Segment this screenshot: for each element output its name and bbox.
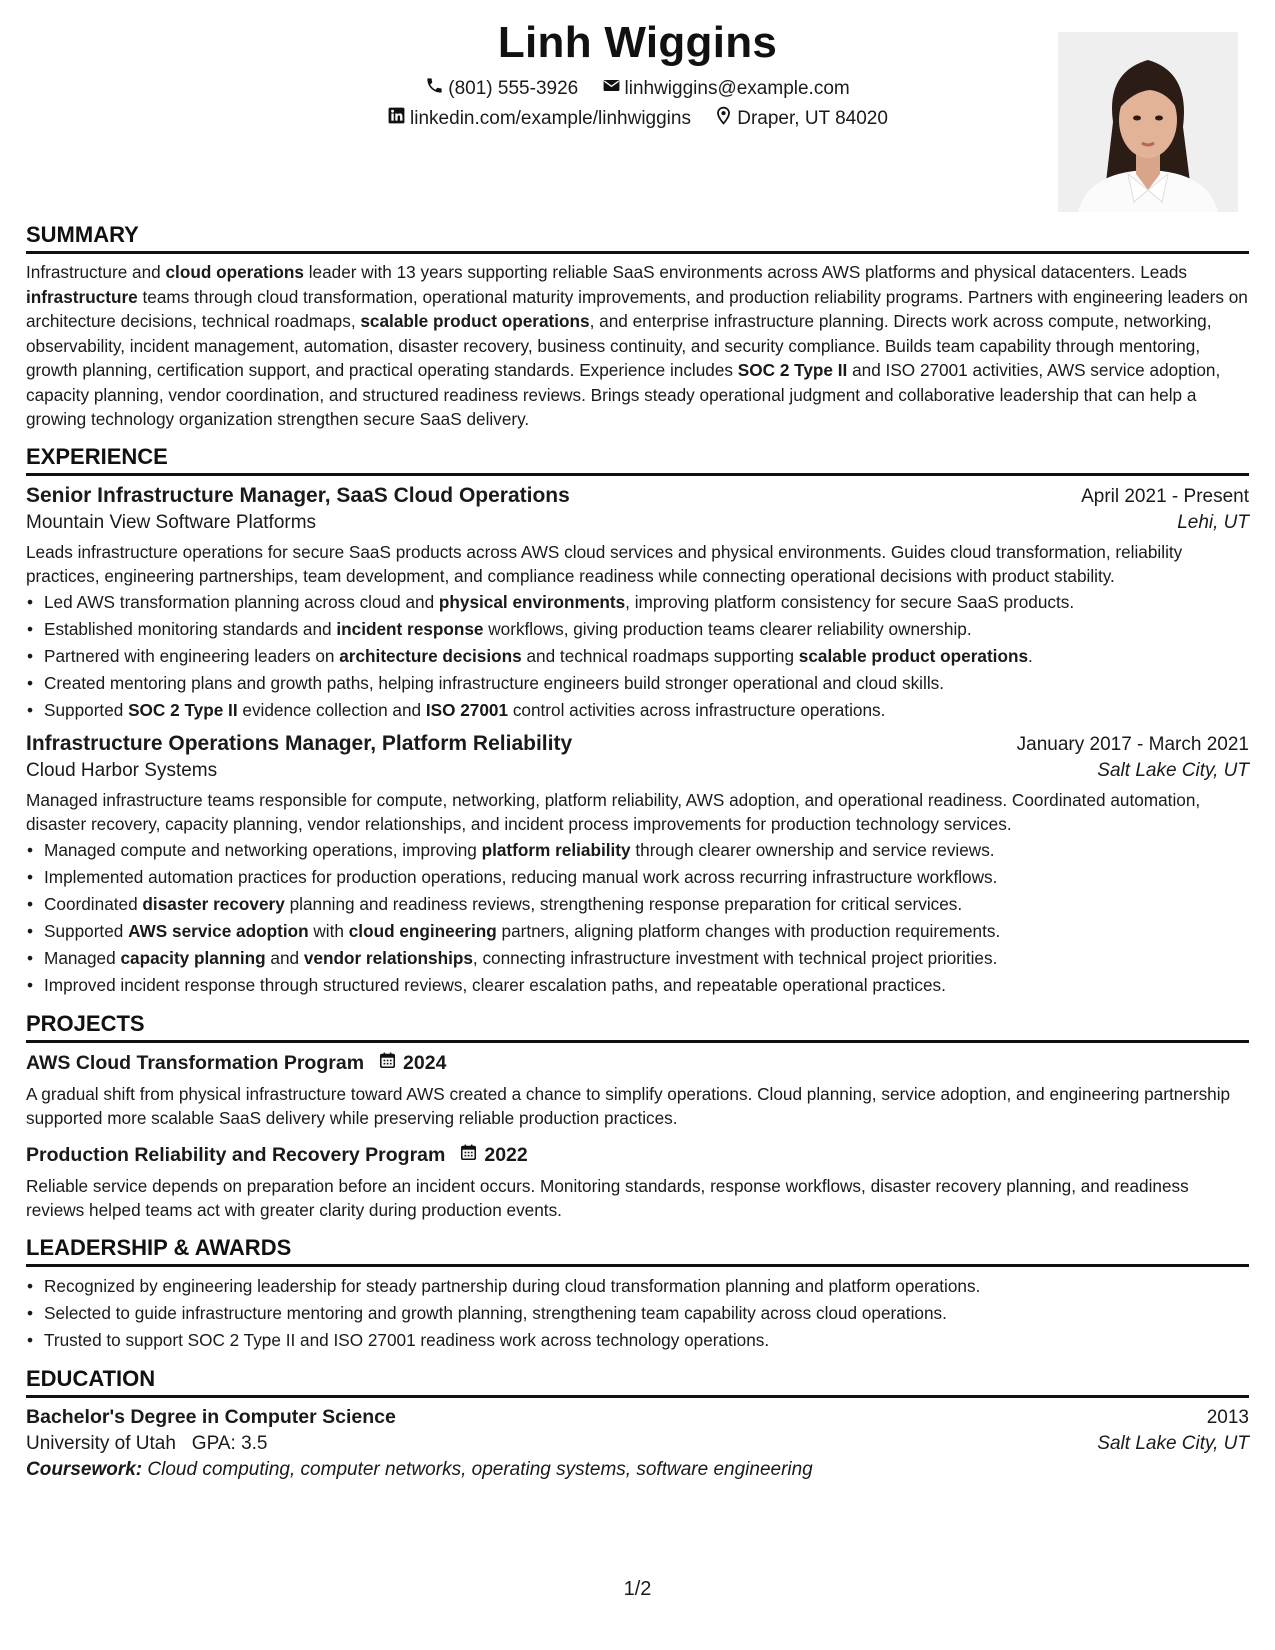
location-text: Draper, UT 84020 [737,107,888,129]
project-name: Production Reliability and Recovery Program [26,1143,446,1166]
resume-content [26,222,1249,1493]
candidate-name: Linh Wiggins [497,18,778,67]
job-company: Mountain View Software Platforms [26,511,317,533]
job-entry [26,484,1249,724]
coursework-label: Coursework: [26,1458,143,1480]
coursework-list: Cloud computing, computer networks, operating systems, software engineering [142,1458,813,1480]
project-year: 2022 [484,1143,528,1166]
summary-heading: SUMMARY [26,222,1249,254]
leadership-bullets [26,1273,1249,1354]
summary-text: Infrastructure and cloud operations leader with 13 years supporting reliable SaaS environments across AWS platforms and physical datacenters. Leads infrastructure teams through cloud transformation, operational maturity improvements, and production reliability programs. Partners with engineering leaders on architecture decisions, technical roadmaps, scalable product operations, and enterprise infrastructure planning. Directs work across compute, networking, observability, incident management, automation, disaster recovery, business continuity, and security compliance. Builds team capability through mentoring, growth planning, certification support, and practical operating standards. Experience includes SOC 2 Type II and ISO 27001 activities, AWS service adoption, capacity planning, vendor coordination, and structured readiness reviews. Brings steady operational judgment and collaborative leadership that can help a growing technology organization strengthen secure SaaS delivery. [26,262,1248,429]
education-section [26,1366,1249,1481]
degree: Bachelor's Degree in Computer Science [26,1405,396,1428]
project-year: 2024 [403,1051,447,1074]
bullet-item: • Managed compute and networking operations, improving platform reliability through clearer ownership and service reviews. [44,837,1249,864]
map-pin-icon [714,106,737,131]
page-number: 1/2 [623,1578,652,1600]
calendar-icon [378,1051,403,1076]
bullet-item: • Partnered with engineering leaders on architecture decisions and technical roadmaps supporting scalable product operations. [44,643,1249,670]
job-dates: April 2021 - Present [1081,485,1249,507]
linkedin-text[interactable]: linkedin.com/example/linhwiggins [410,107,691,129]
bullet-item: • Selected to guide infrastructure mentoring and growth planning, strengthening team capability across cloud operations. [44,1300,1249,1327]
bullet-item: • Implemented automation practices for production operations, reducing manual work across recurring infrastructure workflows. [44,864,1249,891]
bullet-item: • Supported SOC 2 Type II evidence collection and ISO 27001 control activities across infrastructure operations. [44,697,1249,724]
linkedin-contact[interactable] [387,106,691,131]
project-entry [26,1051,1249,1131]
project-entry [26,1143,1249,1223]
email-contact[interactable] [602,76,850,101]
bullet-item: • Recognized by engineering leadership for steady partnership during cloud transformation planning and platform operations. [44,1273,1249,1300]
experience-section [26,444,1249,999]
graduation-year: 2013 [1206,1406,1249,1428]
job-description: Managed infrastructure teams responsible for compute, networking, platform reliability, AWS adoption, and operational readiness. Coordinated automation, disaster recovery, capacity planning, vendor relationships, and incident process improvements for production technology services. [26,789,1201,834]
linkedin-icon [387,106,410,131]
bullet-item: • Improved incident response through structured reviews, clearer escalation paths, and repeatable operational practices. [44,972,1249,999]
leadership-heading: LEADERSHIP & AWARDS [26,1235,1249,1267]
profile-photo [1058,32,1238,212]
bullet-item: • Trusted to support SOC 2 Type II and ISO 27001 readiness work across technology operations. [44,1327,1249,1354]
envelope-icon [602,76,625,101]
school-location: Salt Lake City, UT [1097,1432,1249,1454]
phone-text: (801) 555-3926 [448,77,579,99]
experience-heading: EXPERIENCE [26,444,1249,476]
leadership-section [26,1235,1249,1354]
school-info [26,1433,267,1455]
summary-section [26,222,1249,432]
calendar-icon [459,1143,484,1168]
phone-contact [425,76,578,101]
job-entry [26,732,1249,999]
job-bullets [26,589,1249,724]
coursework [26,1459,1249,1481]
job-location: Salt Lake City, UT [1097,759,1249,781]
project-name: AWS Cloud Transformation Program [26,1051,365,1074]
location-contact [714,106,888,131]
projects-section [26,1011,1249,1223]
education-heading: EDUCATION [26,1366,1249,1398]
project-description: A gradual shift from physical infrastructure toward AWS created a chance to simplify operations. Cloud planning, service adoption, and engineering partnership supported more scalable SaaS delivery while preserving reliable production practices. [26,1083,1231,1128]
bullet-item: • Supported AWS service adoption with cloud engineering partners, aligning platform changes with production requirements. [44,918,1249,945]
job-description: Leads infrastructure operations for secure SaaS products across AWS cloud services and physical environments. Guides cloud transformation, reliability practices, engineering partnerships, team development, and compliance readiness while connecting operational decisions with product stability. [26,541,1183,586]
job-bullets [26,837,1249,999]
school-name: University of Utah [26,1432,176,1454]
bullet-item: • Led AWS transformation planning across cloud and physical environments, improving platform consistency for secure SaaS products. [44,589,1249,616]
job-company: Cloud Harbor Systems [26,759,218,781]
email-text[interactable]: linhwiggins@example.com [624,77,850,99]
job-role: Senior Infrastructure Manager, SaaS Cloud Operations [26,483,570,507]
project-description: Reliable service depends on preparation before an incident occurs. Monitoring standards, response workflows, disaster recovery planning, and readiness reviews helped teams act with greater clarity during production events. [26,1175,1189,1220]
gpa: GPA: 3.5 [191,1432,268,1454]
bullet-item: • Created mentoring plans and growth paths, helping infrastructure engineers build stronger operational and cloud skills. [44,670,1249,697]
job-dates: January 2017 - March 2021 [1016,733,1249,755]
project-date [378,1051,446,1076]
bullet-item: • Coordinated disaster recovery planning and readiness reviews, strengthening response preparation for critical services. [44,891,1249,918]
job-location: Lehi, UT [1177,511,1249,533]
job-role: Infrastructure Operations Manager, Platform Reliability [26,731,573,755]
bullet-item: • Established monitoring standards and incident response workflows, giving production teams clearer reliability ownership. [44,616,1249,643]
bullet-item: • Managed capacity planning and vendor relationships, connecting infrastructure investment with technical project priorities. [44,945,1249,972]
project-date [459,1143,527,1168]
phone-icon [425,76,448,101]
projects-heading: PROJECTS [26,1011,1249,1043]
